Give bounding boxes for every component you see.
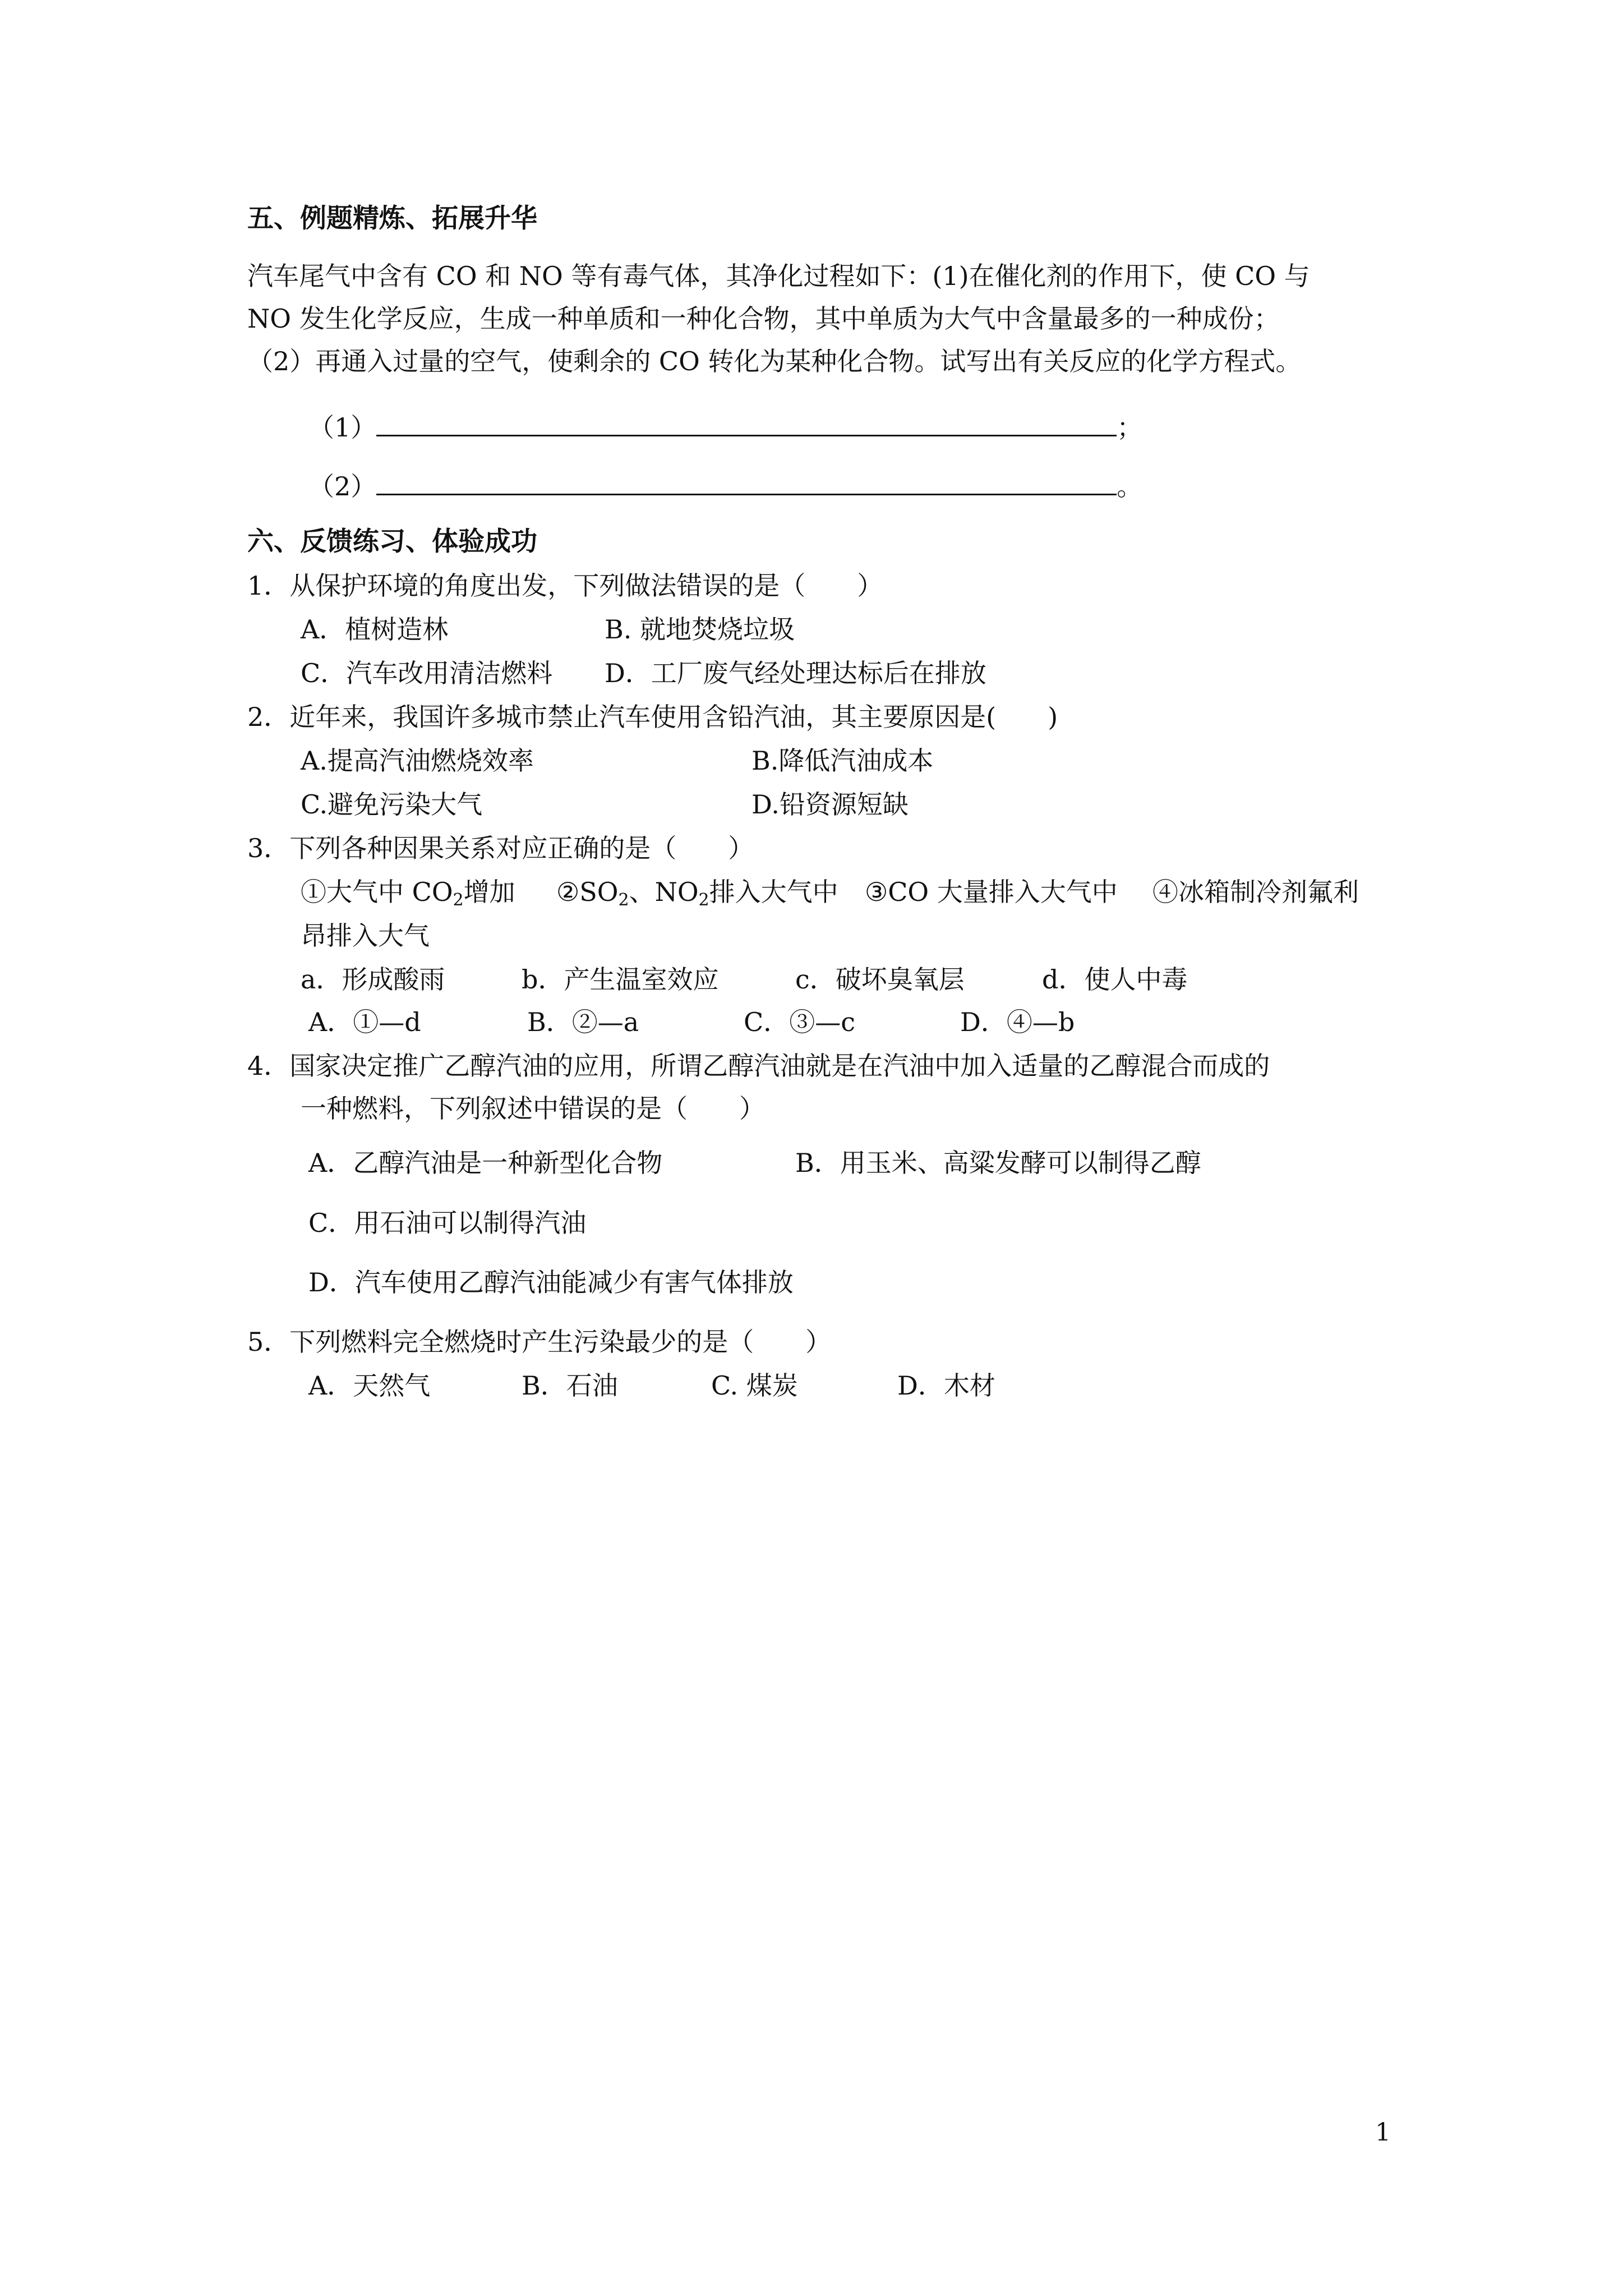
section5-paragraph-line1: 汽车尾气中含有 CO 和 NO 等有毒气体，其净化过程如下：(1)在催化剂的作用下，使 CO 与 (247, 261, 1310, 291)
question-1-option-c: C．汽车改用清洁燃料 (301, 658, 553, 688)
question-3-option-c: C．③—c (744, 1007, 855, 1037)
question-2-stem: 2．近年来，我国许多城市禁止汽车使用含铅汽油，其主要原因是( ) (247, 702, 1058, 732)
question-4-option-a: A．乙醇汽油是一种新型化合物 (308, 1148, 663, 1178)
question-3-cause-4: ④冰箱制冷剂氟利 (1152, 877, 1359, 907)
question-2-option-b: B.降低汽油成本 (751, 746, 934, 776)
question-5-option-b: B．石油 (522, 1370, 618, 1401)
question-4-option-b: B．用玉米、高粱发酵可以制得乙醇 (795, 1148, 1201, 1178)
question-3-cause-2: $②SO_2$、$NO_2$排入大气中 (556, 877, 838, 910)
question-4-option-d: D．汽车使用乙醇汽油能减少有害气体排放 (308, 1267, 794, 1297)
question-3-stem: 3．下列各种因果关系对应正确的是（ ） (247, 833, 754, 863)
question-5-option-a: A．天然气 (308, 1370, 431, 1401)
question-1-option-b: B. 就地焚烧垃圾 (605, 614, 795, 645)
question-4-option-c: C．用石油可以制得汽油 (308, 1208, 587, 1238)
answer-blank-1-end: ； (1117, 412, 1143, 443)
question-4-stem-line1: 4．国家决定推广乙醇汽油的应用，所谓乙醇汽油就是在汽油中加入适量的乙醇混合而成的 (247, 1051, 1270, 1081)
answer-blank-1-label: （1） (308, 412, 377, 443)
question-3-effect-c: c．破坏臭氧层 (795, 964, 965, 995)
question-3-option-a: A．①—d (308, 1007, 421, 1037)
question-1-option-a: A．植树造林 (301, 614, 449, 645)
question-3-option-d: D．④—b (960, 1007, 1075, 1037)
answer-blank-1 (308, 407, 1142, 444)
question-4-stem-line2: 一种燃料，下列叙述中错误的是（ ） (301, 1093, 765, 1124)
question-5-option-c: C. 煤炭 (711, 1370, 798, 1401)
question-2-option-a: A.提高汽油燃烧效率 (301, 746, 534, 776)
question-3-option-b: B．②—a (527, 1007, 639, 1037)
question-3-effect-a: a．形成酸雨 (301, 964, 445, 995)
section5-heading: 五、例题精炼、拓展升华 (247, 203, 537, 234)
answer-blank-2-line[interactable] (376, 466, 1117, 495)
answer-blank-1-line[interactable] (376, 407, 1117, 436)
section6-heading: 六、反馈练习、体验成功 (247, 526, 537, 557)
page-number: 1 (1375, 2118, 1391, 2147)
question-1-stem: 1．从保护环境的角度出发，下列做法错误的是（ ） (247, 570, 883, 601)
answer-blank-2 (308, 466, 1142, 503)
question-3-cause-3: ③CO 大量排入大气中 (865, 877, 1118, 907)
question-3-cause-4-continued: 昂排入大气 (301, 921, 430, 951)
answer-blank-2-label: （2） (308, 471, 377, 501)
section5-paragraph-line2: NO 发生化学反应，生成一种单质和一种化合物，其中单质为大气中含量最多的一种成份； (247, 303, 1280, 334)
question-2-option-d: D.铅资源短缺 (751, 789, 909, 820)
answer-blank-2-end: 。 (1117, 471, 1143, 501)
question-3-effect-b: b．产生温室效应 (522, 964, 719, 995)
question-2-option-c: C.避免污染大气 (301, 789, 483, 820)
section5-paragraph-line3: （2）再通入过量的空气，使剩余的 CO 转化为某种化合物。试写出有关反应的化学方程式。 (247, 346, 1302, 376)
question-1-option-d: D．工厂废气经处理达标后在排放 (605, 658, 986, 688)
question-3-cause-1: ①大气中 $CO_2$增加 (301, 877, 515, 910)
question-3-effect-d: d．使人中毒 (1042, 964, 1188, 995)
question-5-stem: 5．下列燃料完全燃烧时产生污染最少的是（ ） (247, 1327, 832, 1357)
question-5-option-d: D．木材 (897, 1370, 995, 1401)
